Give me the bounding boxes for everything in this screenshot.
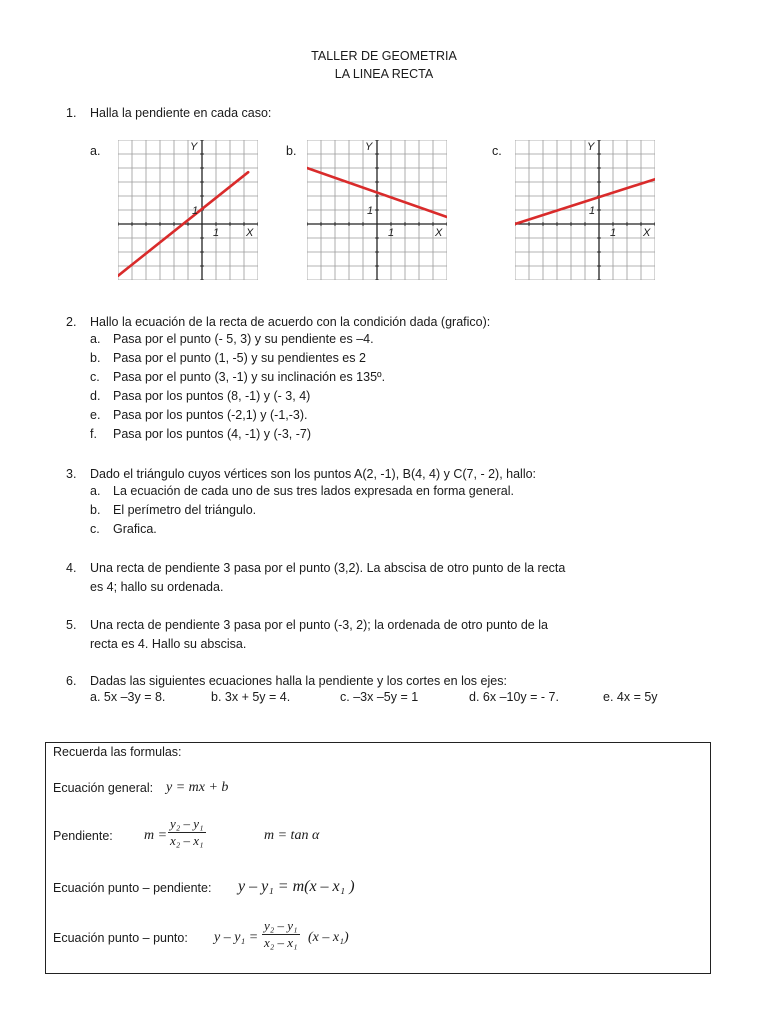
item-letter: b. <box>90 351 101 365</box>
equation-c: c. –3x –5y = 1 <box>340 690 419 704</box>
item-text: Pasa por los puntos (8, -1) y (- 3, 4) <box>113 389 311 403</box>
y-axis-label: Y <box>190 141 198 153</box>
two-point-label: Ecuación punto – punto: <box>53 931 188 945</box>
question-text: Dadas las siguientes ecuaciones halla la pendiente y los cortes en los ejes: <box>90 674 507 688</box>
item-letter: c. <box>90 522 100 536</box>
item-letter: a. <box>90 332 101 346</box>
question-text: Dado el triángulo cuyos vértices son los puntos A(2, -1), B(4, 4) y C(7, - 2), hallo: <box>90 467 537 481</box>
item-letter: c. <box>90 370 100 384</box>
item-letter: b. <box>90 503 101 517</box>
two-point-left: y – y₁ = <box>214 930 259 945</box>
x-tick-label: 1 <box>388 227 395 239</box>
graph-a <box>118 140 258 280</box>
item-text: Pasa por el punto (3, -1) y su inclinación es 135º. <box>113 370 386 384</box>
two-point-right: (x – x₁) <box>308 930 349 945</box>
x-tick-label: 1 <box>213 227 220 239</box>
graph-b-label: b. <box>286 144 297 158</box>
two-point-numerator: y₂ – y₁ <box>264 918 298 933</box>
point-slope-label: Ecuación punto – pendiente: <box>53 881 212 895</box>
worksheet-subtitle: LA LINEA RECTA <box>334 67 434 81</box>
item-letter: a. <box>90 484 101 498</box>
question-text-line1: Una recta de pendiente 3 pasa por el punto (-3, 2); la ordenada de otro punto de la <box>90 618 548 632</box>
question-text: Hallo la ecuación de la recta de acuerdo con la condición dada (grafico): <box>90 315 491 329</box>
question-text-line2: recta es 4. Hallo su abscisa. <box>90 637 247 651</box>
item-text: El perímetro del triángulo. <box>113 503 257 517</box>
item-text: Pasa por los puntos (-2,1) y (-1,-3). <box>113 408 308 422</box>
question-number: 5. <box>66 618 77 632</box>
item-text: Grafica. <box>113 522 157 536</box>
two-point-denominator: x₂ – x₁ <box>264 935 298 950</box>
question-number: 3. <box>66 467 77 481</box>
slope-m: m = <box>144 828 168 843</box>
question-number: 2. <box>66 315 77 329</box>
question-number: 1. <box>66 106 77 120</box>
item-letter: d. <box>90 389 101 403</box>
item-text: La ecuación de cada uno de sus tres lados expresada en forma general. <box>113 484 514 498</box>
formula-box-title: Recuerda las formulas: <box>53 745 182 759</box>
question-number: 4. <box>66 561 77 575</box>
x-tick-label: 1 <box>610 227 617 239</box>
slope-numerator: y₂ – y₁ <box>170 816 204 831</box>
graph-b <box>307 140 447 280</box>
x-axis-label: X <box>435 227 443 239</box>
equation-d: d. 6x –10y = - 7. <box>469 690 559 704</box>
slope-tangent-formula: m = tan α <box>264 828 320 843</box>
equation-b: b. 3x + 5y = 4. <box>211 690 291 704</box>
question-number: 6. <box>66 674 77 688</box>
y-axis-label: Y <box>365 141 373 153</box>
graph-c-label: c. <box>492 144 502 158</box>
y-tick-label: 1 <box>192 205 199 217</box>
general-equation-label: Ecuación general: <box>53 781 154 795</box>
item-text: Pasa por los puntos (4, -1) y (-3, -7) <box>113 427 311 441</box>
general-equation-formula: y = mx + b <box>166 780 229 795</box>
equation-a: a. 5x –3y = 8. <box>90 690 166 704</box>
graph-a-label: a. <box>90 144 101 158</box>
question-text-line2: es 4; hallo su ordenada. <box>90 580 224 594</box>
y-tick-label: 1 <box>589 205 596 217</box>
point-slope-formula: y – y₁ = m(x – x₁ ) <box>238 878 355 895</box>
item-letter: f. <box>90 427 97 441</box>
slope-fraction <box>168 817 206 848</box>
x-axis-label: X <box>246 227 254 239</box>
item-text: Pasa por el punto (- 5, 3) y su pendiente es –4. <box>113 332 374 346</box>
x-axis-label: X <box>643 227 651 239</box>
question-text: Halla la pendiente en cada caso: <box>90 106 272 120</box>
item-letter: e. <box>90 408 101 422</box>
graph-c <box>515 140 655 280</box>
equation-e: e. 4x = 5y <box>603 690 658 704</box>
slope-label: Pendiente: <box>53 829 113 843</box>
item-text: Pasa por el punto (1, -5) y su pendientes es 2 <box>113 351 366 365</box>
formula-box <box>45 742 711 974</box>
slope-denominator: x₂ – x₁ <box>170 833 204 848</box>
worksheet-title: TALLER DE GEOMETRIA <box>311 49 457 63</box>
y-axis-label: Y <box>587 141 595 153</box>
question-text-line1: Una recta de pendiente 3 pasa por el punto (3,2). La abscisa de otro punto de la recta <box>90 561 566 575</box>
two-point-fraction <box>262 919 300 950</box>
y-tick-label: 1 <box>367 205 374 217</box>
